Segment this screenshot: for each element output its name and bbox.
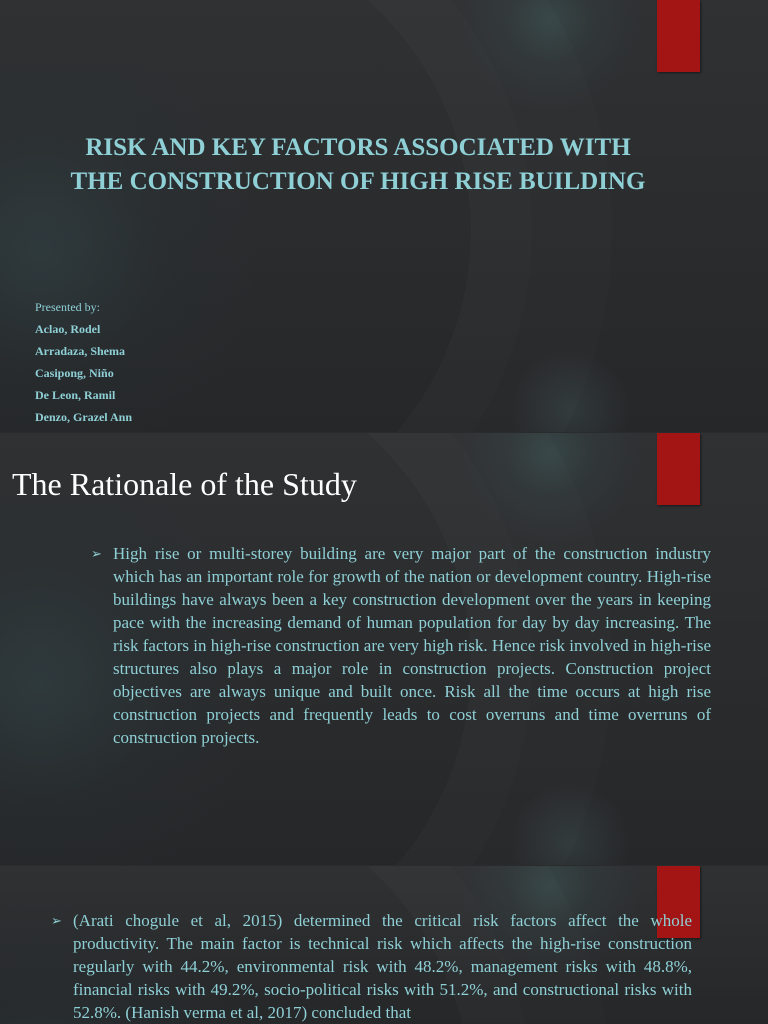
bullet-text: High rise or multi-storey building are very major part of the construction industry which has an important role for growth of the nation or development country. High-rise buildings have always been a key construction development over the years in keeping pace with the increasing demand of human population for day by day increasing. The risk factors in high-rise construction are very high risk. Hence risk involved in high-rise structures also plays a major role in construction projects. Construction project objectives are always unique and built once. Risk all the time occurs at high rise construction projects and frequently leads to cost overruns and time overruns of construction projects. — [113, 544, 711, 747]
rationale-slide — [0, 433, 768, 865]
arrow-bullet-icon: ➢ — [51, 913, 62, 928]
presentation-title: RISK AND KEY FACTORS ASSOCIATED WITH THE CONSTRUCTION OF HIGH RISE BUILDING — [70, 134, 646, 195]
presenter-list — [35, 296, 132, 428]
presented-by-label: Presented by: — [35, 300, 100, 314]
presenter-name: Arradaza, Shema — [35, 344, 125, 358]
red-accent-bar — [657, 0, 700, 72]
bullet-paragraph — [91, 542, 711, 749]
presenter-name: De Leon, Ramil — [35, 388, 116, 402]
red-accent-bar — [657, 433, 700, 505]
title-slide — [0, 0, 768, 432]
presenter-name: Aclao, Rodel — [35, 322, 101, 336]
findings-slide — [0, 866, 768, 1024]
bullet-text: (Arati chogule et al, 2015) determined the critical risk factors affect the whole productivity. The main factor is technical risk which affects the high-rise construction regularly with 44.2%, environmental risk with 48.2%, management risks with 48.8%, financial risks with 49.2%, socio-political risks with 51.2%, and constructional risks with 52.8%. (Hanish verma et al, 2017) concluded that — [73, 911, 692, 1022]
arrow-bullet-icon: ➢ — [91, 546, 102, 561]
presenter-name: Casipong, Niño — [35, 366, 114, 380]
presenter-name: Denzo, Grazel Ann — [35, 410, 132, 424]
bullet-paragraph — [51, 909, 692, 1024]
slide-heading: The Rationale of the Study — [12, 466, 357, 502]
